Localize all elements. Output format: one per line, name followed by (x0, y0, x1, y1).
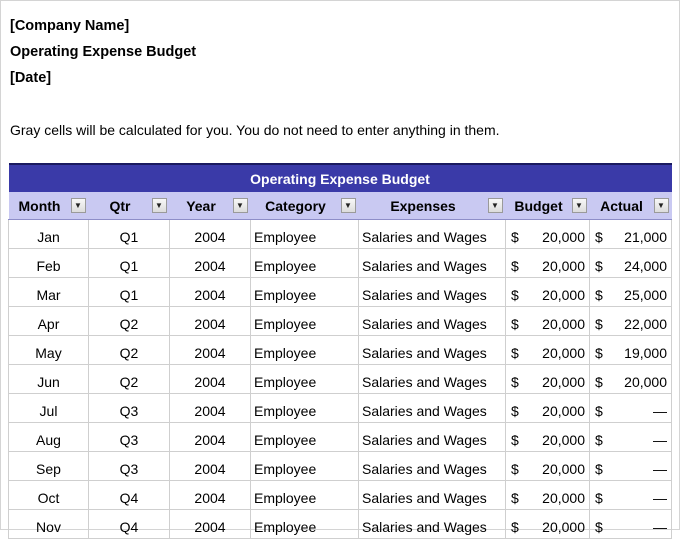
cell-budget[interactable] (506, 394, 590, 423)
currency-symbol: $ (595, 287, 603, 303)
col-header-month (9, 192, 89, 220)
col-header-label: Category (265, 197, 326, 214)
cell-budget[interactable] (506, 220, 590, 249)
table-row (9, 452, 672, 481)
table-row (9, 249, 672, 278)
actual-value: — (653, 403, 667, 419)
cell-year[interactable]: 2004 (170, 307, 251, 336)
cell-year[interactable]: 2004 (170, 423, 251, 452)
table-title-bar: Operating Expense Budget (9, 164, 672, 192)
budget-value: 20,000 (542, 490, 585, 506)
cell-expenses[interactable]: Salaries and Wages (359, 220, 506, 249)
actual-value: 19,000 (624, 345, 667, 361)
col-header-category (251, 192, 359, 220)
cell-month[interactable]: Jun (9, 365, 89, 394)
cell-qtr[interactable]: Q3 (89, 423, 170, 452)
table-row (9, 510, 672, 539)
cell-month[interactable]: Sep (9, 452, 89, 481)
cell-category[interactable]: Employee (251, 365, 359, 394)
table-row (9, 278, 672, 307)
budget-value: 20,000 (542, 432, 585, 448)
date-field[interactable]: [Date] (10, 70, 52, 86)
cell-actual[interactable] (590, 394, 672, 423)
cell-month[interactable]: May (9, 336, 89, 365)
column-header-row (9, 192, 672, 220)
cell-year[interactable]: 2004 (170, 278, 251, 307)
cell-qtr[interactable]: Q2 (89, 307, 170, 336)
cell-month[interactable]: Feb (9, 249, 89, 278)
cell-category[interactable]: Employee (251, 336, 359, 365)
col-header-label: Expenses (390, 197, 456, 214)
currency-symbol: $ (511, 461, 519, 477)
cell-expenses[interactable]: Salaries and Wages (359, 452, 506, 481)
cell-budget[interactable] (506, 423, 590, 452)
cell-expenses[interactable]: Salaries and Wages (359, 365, 506, 394)
filter-dropdown-icon[interactable]: ▼ (654, 198, 669, 213)
currency-symbol: $ (595, 403, 603, 419)
expense-table (8, 163, 672, 539)
cell-budget[interactable] (506, 481, 590, 510)
currency-symbol: $ (595, 316, 603, 332)
budget-value: 20,000 (542, 229, 585, 245)
cell-category[interactable]: Employee (251, 423, 359, 452)
budget-value: 20,000 (542, 287, 585, 303)
col-header-year (170, 192, 251, 220)
currency-symbol: $ (595, 490, 603, 506)
cell-expenses[interactable]: Salaries and Wages (359, 423, 506, 452)
filter-dropdown-icon[interactable]: ▼ (233, 198, 248, 213)
budget-value: 20,000 (542, 316, 585, 332)
currency-symbol: $ (511, 403, 519, 419)
filter-dropdown-icon[interactable]: ▼ (71, 198, 86, 213)
actual-value: 25,000 (624, 287, 667, 303)
cell-month[interactable]: Jan (9, 220, 89, 249)
budget-value: 20,000 (542, 345, 585, 361)
actual-value: — (653, 519, 667, 535)
cell-category[interactable]: Employee (251, 481, 359, 510)
cell-actual[interactable] (590, 278, 672, 307)
cell-category[interactable]: Employee (251, 510, 359, 539)
col-header-label: Actual (600, 197, 643, 214)
currency-symbol: $ (595, 432, 603, 448)
cell-month[interactable]: Jul (9, 394, 89, 423)
table-row (9, 394, 672, 423)
cell-actual[interactable] (590, 307, 672, 336)
cell-year[interactable]: 2004 (170, 249, 251, 278)
currency-symbol: $ (511, 374, 519, 390)
cell-expenses[interactable]: Salaries and Wages (359, 336, 506, 365)
currency-symbol: $ (511, 316, 519, 332)
currency-symbol: $ (595, 229, 603, 245)
budget-value: 20,000 (542, 519, 585, 535)
actual-value: 21,000 (624, 229, 667, 245)
table-row (9, 336, 672, 365)
instruction-note: Gray cells will be calculated for you. You do not need to enter anything in them. (10, 122, 500, 138)
cell-actual[interactable] (590, 365, 672, 394)
company-name[interactable]: [Company Name] (10, 18, 130, 34)
cell-year[interactable]: 2004 (170, 452, 251, 481)
budget-value: 20,000 (542, 461, 585, 477)
currency-symbol: $ (595, 461, 603, 477)
currency-symbol: $ (595, 345, 603, 361)
col-header-label: Month (18, 197, 61, 214)
currency-symbol: $ (511, 345, 519, 361)
cell-category[interactable]: Employee (251, 220, 359, 249)
currency-symbol: $ (511, 287, 519, 303)
cell-month[interactable]: Mar (9, 278, 89, 307)
col-header-actual (590, 192, 672, 220)
cell-actual[interactable] (590, 336, 672, 365)
table-row (9, 365, 672, 394)
cell-budget[interactable] (506, 365, 590, 394)
actual-value: 20,000 (624, 374, 667, 390)
currency-symbol: $ (595, 374, 603, 390)
currency-symbol: $ (595, 519, 603, 535)
cell-expenses[interactable]: Salaries and Wages (359, 481, 506, 510)
cell-budget[interactable] (506, 278, 590, 307)
cell-qtr[interactable]: Q1 (89, 220, 170, 249)
cell-budget[interactable] (506, 249, 590, 278)
cell-category[interactable]: Employee (251, 278, 359, 307)
col-header-expenses (359, 192, 506, 220)
cell-expenses[interactable]: Salaries and Wages (359, 394, 506, 423)
col-header-qtr (89, 192, 170, 220)
currency-symbol: $ (511, 229, 519, 245)
col-header-label: Budget (514, 197, 563, 214)
cell-year[interactable]: 2004 (170, 365, 251, 394)
cell-actual[interactable] (590, 249, 672, 278)
cell-expenses[interactable]: Salaries and Wages (359, 278, 506, 307)
cell-expenses[interactable]: Salaries and Wages (359, 249, 506, 278)
cell-qtr[interactable]: Q1 (89, 249, 170, 278)
cell-year[interactable]: 2004 (170, 220, 251, 249)
cell-year[interactable]: 2004 (170, 510, 251, 539)
cell-actual[interactable] (590, 423, 672, 452)
cell-category[interactable]: Employee (251, 307, 359, 336)
budget-value: 20,000 (542, 258, 585, 274)
cell-qtr[interactable]: Q2 (89, 336, 170, 365)
cell-month[interactable]: Apr (9, 307, 89, 336)
col-header-budget (506, 192, 590, 220)
cell-qtr[interactable]: Q3 (89, 452, 170, 481)
cell-month[interactable]: Aug (9, 423, 89, 452)
cell-qtr[interactable]: Q4 (89, 510, 170, 539)
cell-expenses[interactable]: Salaries and Wages (359, 307, 506, 336)
filter-dropdown-icon[interactable]: ▼ (572, 198, 587, 213)
cell-category[interactable]: Employee (251, 249, 359, 278)
table-row (9, 307, 672, 336)
currency-symbol: $ (511, 432, 519, 448)
currency-symbol: $ (511, 490, 519, 506)
table-row (9, 481, 672, 510)
cell-budget[interactable] (506, 336, 590, 365)
actual-value: 24,000 (624, 258, 667, 274)
col-header-label: Qtr (109, 197, 131, 214)
cell-budget[interactable] (506, 510, 590, 539)
currency-symbol: $ (595, 258, 603, 274)
currency-symbol: $ (511, 519, 519, 535)
budget-value: 20,000 (542, 374, 585, 390)
actual-value: — (653, 490, 667, 506)
cell-year[interactable]: 2004 (170, 336, 251, 365)
cell-budget[interactable] (506, 307, 590, 336)
cell-actual[interactable] (590, 481, 672, 510)
cell-year[interactable]: 2004 (170, 481, 251, 510)
cell-qtr[interactable]: Q3 (89, 394, 170, 423)
cell-qtr[interactable]: Q4 (89, 481, 170, 510)
actual-value: 22,000 (624, 316, 667, 332)
budget-value: 20,000 (542, 403, 585, 419)
cell-qtr[interactable]: Q1 (89, 278, 170, 307)
sheet-title[interactable]: Operating Expense Budget (10, 44, 197, 60)
cell-actual[interactable] (590, 452, 672, 481)
filter-dropdown-icon[interactable]: ▼ (488, 198, 503, 213)
cell-category[interactable]: Employee (251, 452, 359, 481)
cell-qtr[interactable]: Q2 (89, 365, 170, 394)
cell-actual[interactable] (590, 220, 672, 249)
cell-month[interactable]: Nov (9, 510, 89, 539)
filter-dropdown-icon[interactable]: ▼ (341, 198, 356, 213)
table-row (9, 423, 672, 452)
cell-month[interactable]: Oct (9, 481, 89, 510)
cell-actual[interactable] (590, 510, 672, 539)
currency-symbol: $ (511, 258, 519, 274)
table-row (9, 220, 672, 249)
cell-budget[interactable] (506, 452, 590, 481)
cell-category[interactable]: Employee (251, 394, 359, 423)
cell-expenses[interactable]: Salaries and Wages (359, 510, 506, 539)
actual-value: — (653, 461, 667, 477)
filter-dropdown-icon[interactable]: ▼ (152, 198, 167, 213)
actual-value: — (653, 432, 667, 448)
cell-year[interactable]: 2004 (170, 394, 251, 423)
col-header-label: Year (186, 197, 216, 214)
